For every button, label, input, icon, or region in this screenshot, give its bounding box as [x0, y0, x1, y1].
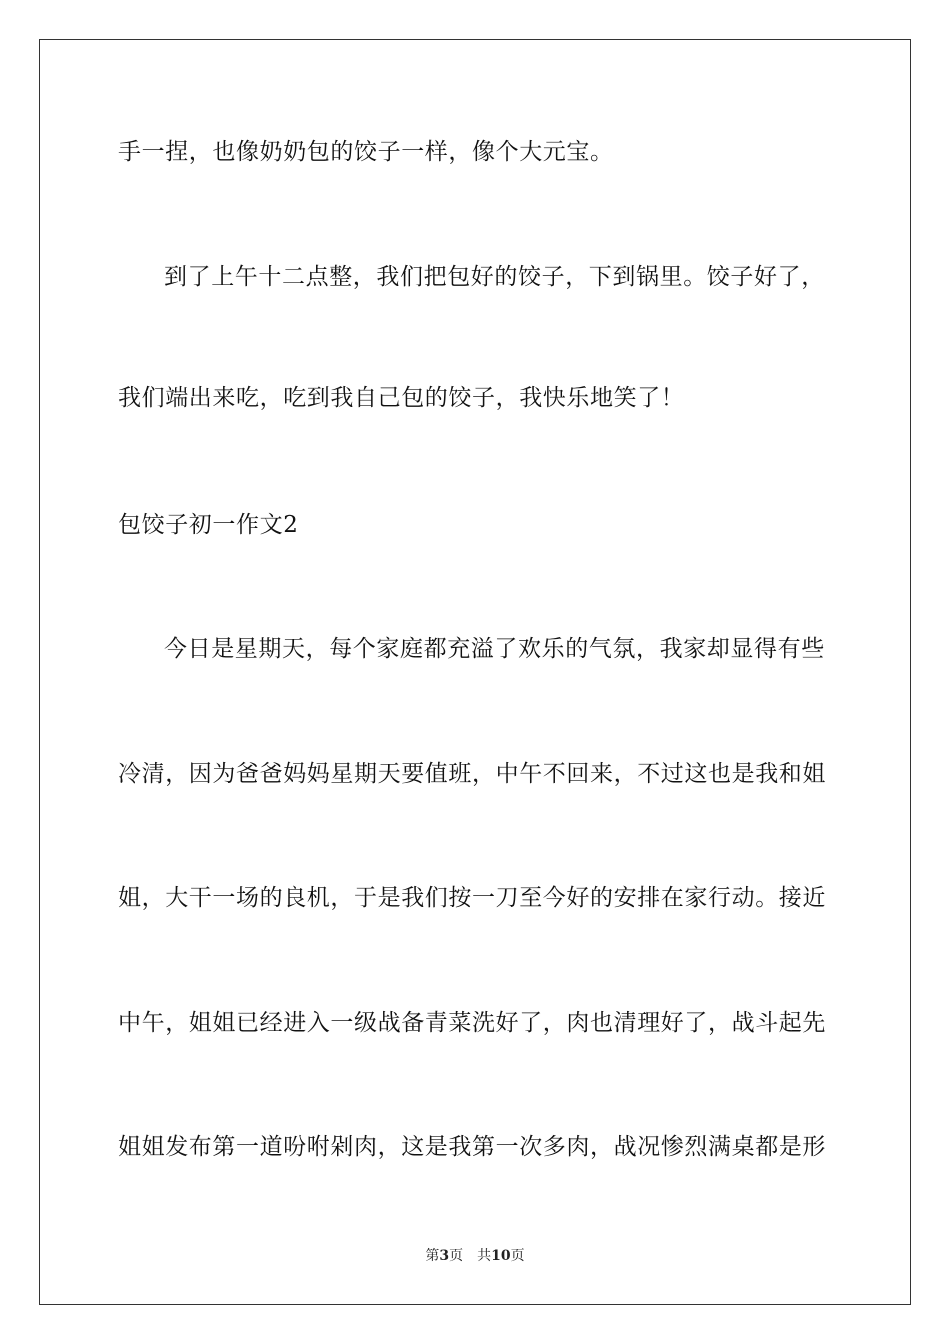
paragraph-line-5: 今日是星期天，每个家庭都充溢了欢乐的气氛，我家却显得有些 [164, 636, 825, 662]
footer-total-number: 10 [491, 1248, 511, 1264]
footer-page-number: 3 [439, 1248, 450, 1264]
page-footer [0, 1247, 950, 1265]
page-border [39, 39, 911, 1305]
paragraph-line-3: 我们端出来吃，吃到我自己包的饺子，我快乐地笑了！ [118, 385, 685, 411]
footer-total-prefix: 共 [477, 1248, 492, 1264]
footer-total-suffix: 页 [510, 1248, 525, 1264]
paragraph-line-1: 手一捏，也像奶奶包的饺子一样，像个大元宝。 [118, 139, 614, 165]
footer-page-prefix: 第 [425, 1248, 440, 1264]
paragraph-line-7: 姐，大干一场的良机，于是我们按一刀至今好的安排在家行动。接近 [118, 885, 826, 911]
paragraph-line-6: 冷清，因为爸爸妈妈星期天要值班，中午不回来，不过这也是我和姐 [118, 761, 826, 787]
paragraph-line-8: 中午，姐姐已经进入一级战备青菜洗好了，肉也清理好了，战斗起先 [118, 1010, 826, 1036]
footer-page-suffix: 页 [449, 1248, 464, 1264]
paragraph-line-9: 姐姐发布第一道吩咐剁肉，这是我第一次多肉，战况惨烈满桌都是形 [118, 1134, 826, 1160]
paragraph-line-2: 到了上午十二点整，我们把包好的饺子，下到锅里。饺子好了， [164, 264, 825, 290]
section-heading: 包饺子初一作文2 [118, 512, 299, 538]
